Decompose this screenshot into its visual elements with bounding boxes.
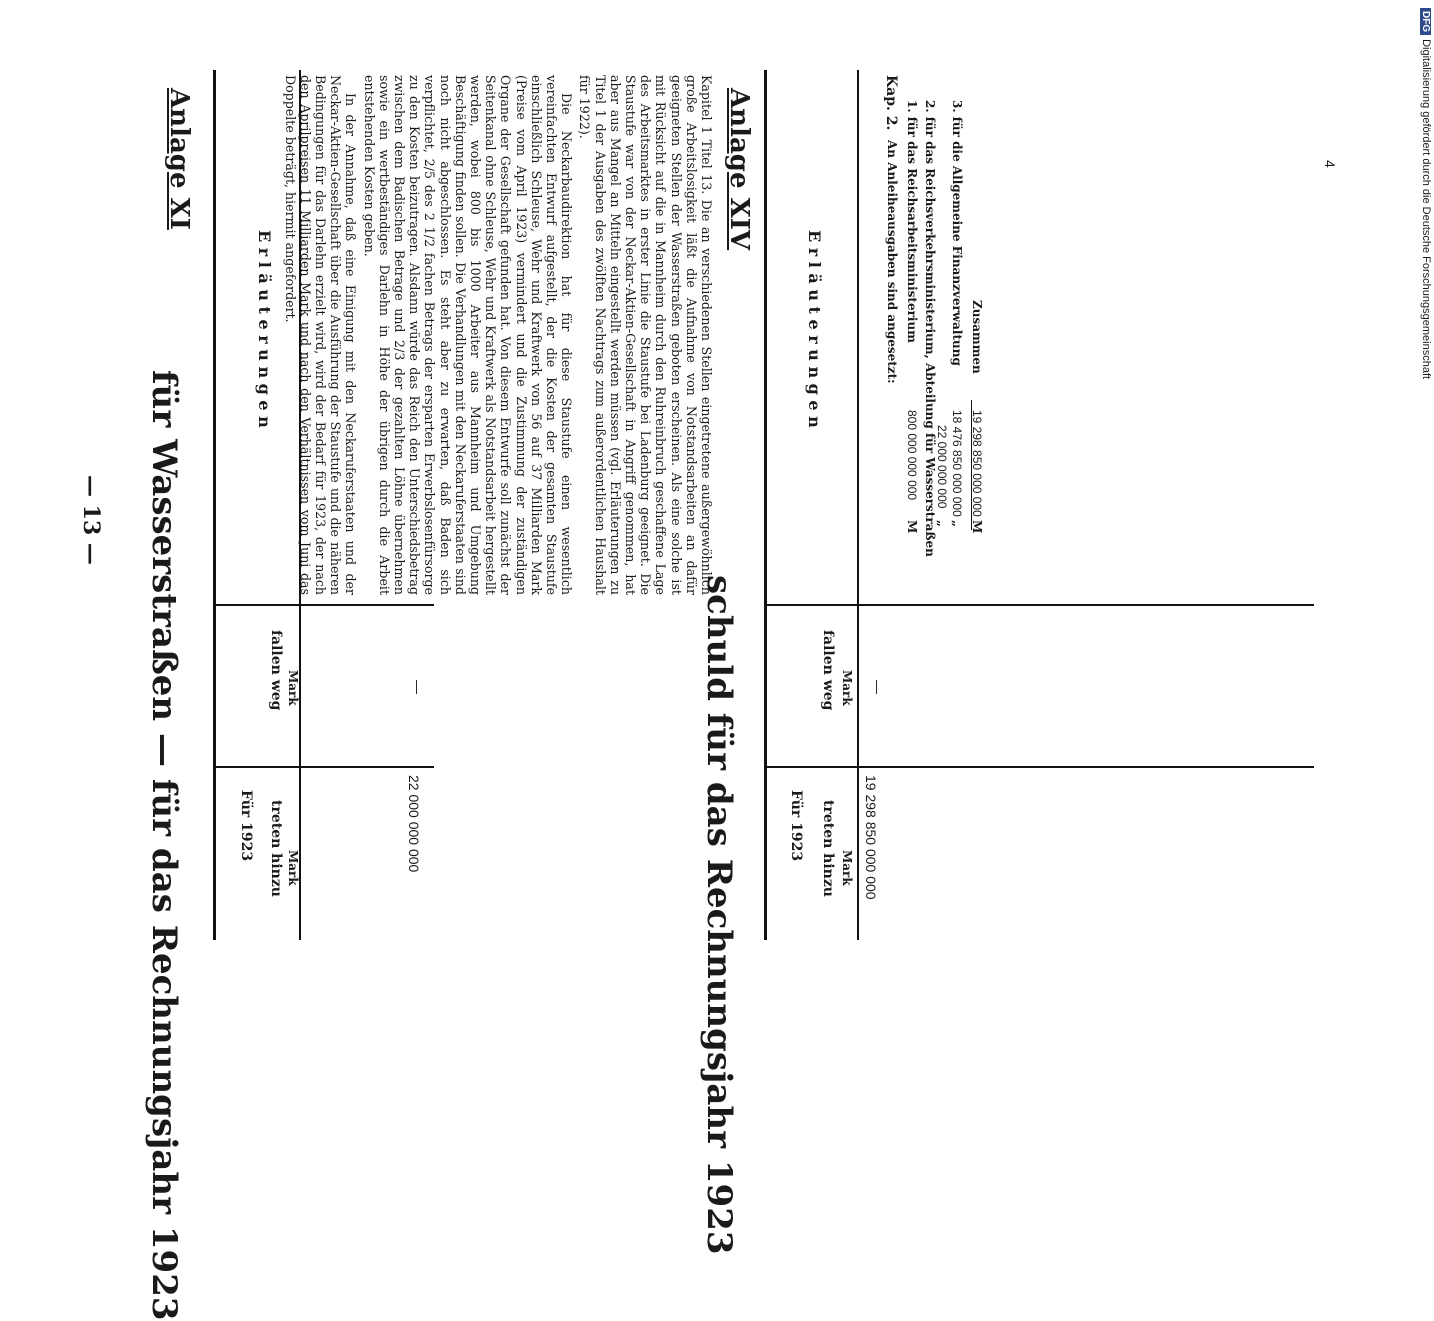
- item-3-amount: 18 476 850 000 000: [950, 410, 964, 517]
- top-col-notes: E r l ä u t e r u n g e n: [255, 230, 274, 428]
- item-2-unit: „: [935, 520, 949, 527]
- top-col-drop: fallen weg: [268, 630, 284, 711]
- item-2-amount: 22 000 000 000: [935, 425, 949, 509]
- top-notes-text: [279, 75, 714, 595]
- top-col-add-unit: Mark: [286, 850, 300, 886]
- page-number: — 13 —: [78, 475, 104, 565]
- top-table-col-sep: [214, 604, 434, 606]
- bottom-table-col-sep: [764, 604, 1314, 606]
- item-3-label: 3. für die Allgemeine Finanzverwaltung: [950, 100, 964, 366]
- top-table-col-sep-2: [214, 766, 434, 768]
- total-amount: 19 298 850 000 000: [970, 410, 984, 517]
- top-table-rule: [213, 70, 216, 940]
- top-col-drop-unit: Mark: [286, 670, 300, 706]
- bottom-value-drop: —: [870, 680, 886, 694]
- dfg-logo: DFG: [1420, 8, 1431, 35]
- anlage-xi-label: Anlage XI: [164, 88, 194, 230]
- bottom-intro: An Anleiheausgaben sind angesetzt:: [885, 140, 899, 384]
- bottom-table-rule: [764, 70, 767, 940]
- section-bottom-title: schuld für das Rechnungsjahr 1923: [699, 575, 739, 1255]
- bottom-col-drop-unit: Mark: [840, 670, 854, 706]
- total-unit: M: [970, 520, 984, 534]
- bottom-col-year: Für 1923: [788, 790, 804, 862]
- top-note-paragraph-1: Kapitel 1 Titel 13. Die an verschiedenen Stellen eingetretene außergewöhnlich große Arbeitslosigkeit läßt die Aufnahme von Notstandsarbeiten an dafür geeigneten Stellen der Wasserstraßen geboten erscheinen. Als eine solche ist mit Rücksicht auf die in Mannheim durch den Ruhreinbruch geschaffene Lage des Arbeitsmarktes in erster Linie die Staustufe bei Ladenburg geeignet. Die Staustufe war von der Neckar-Aktien-Gesellschaft in Angriff genommen, hat aber aus Mangel an Mitteln eingestellt werden müssen (vgl. Erläuterungen zu Titel 1 der Ausgaben des zwölften Nachtrags zum außerordentlichen Haushalt für 1922).: [577, 75, 714, 595]
- top-value-drop: —: [410, 680, 426, 694]
- item-1-amount: 800 000 000 000: [905, 410, 919, 501]
- item-2-label: 2. für das Reichsverkehrsministerium, Abteilung für Wasserstraßen: [923, 100, 937, 557]
- bottom-col-add: treten hinzu: [820, 800, 836, 897]
- bottom-table-header-rule: [857, 70, 859, 940]
- top-col-year: Für 1923: [238, 790, 254, 862]
- total-label: Zusammen: [970, 300, 984, 374]
- bottom-col-notes: E r l ä u t e r u n g e n: [805, 230, 824, 428]
- item-1-unit: M: [905, 520, 919, 534]
- kap-label: Kap. 2.: [883, 75, 899, 131]
- bottom-col-drop: fallen weg: [820, 630, 836, 711]
- section-top-title: für Wasserstraßen — für das Rechnungsjahr 1923: [144, 370, 184, 1321]
- top-note-paragraph-3: In der Annahme, daß eine Einigung mit den Neckaruferstaaten und der Neckar-Aktien-Gesellschaft über die Ausführung der Staustufe und die näheren Bedingungen für das Darlehn erzielt wird, wird der Bedarf für 1923, der nach den Aprilpreisen 11 Milliarden Mark und nach den Verhältnissen vom Juni das Doppelte beträgt, hiermit angefordert.: [282, 75, 359, 595]
- dfg-footer: [1418, 8, 1432, 608]
- anlage-xiv-label: Anlage XIV: [724, 88, 754, 251]
- item-1-label: 1. für das Reichsarbeitsministerium: [905, 100, 919, 343]
- right-page-number: 4: [1322, 160, 1338, 168]
- bottom-value-add: 19 298 850 000 000: [863, 775, 879, 900]
- top-col-add: treten hinzu: [268, 800, 284, 897]
- dfg-note: Digitalisierung gefördert durch die Deutsche Forschungsgemeinschaft: [1420, 39, 1432, 380]
- bottom-table-col-sep-2: [764, 766, 1314, 768]
- top-note-paragraph-2: Die Neckarbaudirektion hat für diese Staustufe einen wesentlich vereinfachten Entwurf aufgestellt, der die Kosten der gesamten Staustufe einschließlich Schleuse, Wehr und Kraftwerk von 56 auf 37 Milliarden Mark (Preise vom April 1923) vermindert und die Zustimmung der zuständigen Organe der Gesellschaft gefunden hat. Von diesem Entwurfe soll zunächst der Seitenkanal ohne Schleuse, Wehr und Kraftwerk als Notstandsarbeit hergestellt werden, wobei 800 bis 1000 Arbeiter aus Mannheim und Umgebung Beschäftigung finden sollen. Die Verhandlungen mit den Neckaruferstaaten sind noch nicht abgeschlossen. Es steht aber zu erwarten, daß Baden sich verpflichtet, 2/5 des 2 1/2 fachen Betrags der ersparten Erwerbslosenfürsorge zu den Kosten beizutragen. Alsdann würde das Reich den Unterschiedsbetrag zwischen dem Badischen Betrage und 2/3 der gezahlten Löhne übernehmen sowie ein wertbeständiges Darlehn in Höhe der übrigen durch die Arbeit entstehenden Kosten geben.: [361, 75, 575, 595]
- bottom-col-add-unit: Mark: [840, 850, 854, 886]
- top-value-add: 22 000 000 000: [406, 775, 422, 873]
- item-3-unit: „: [950, 520, 964, 527]
